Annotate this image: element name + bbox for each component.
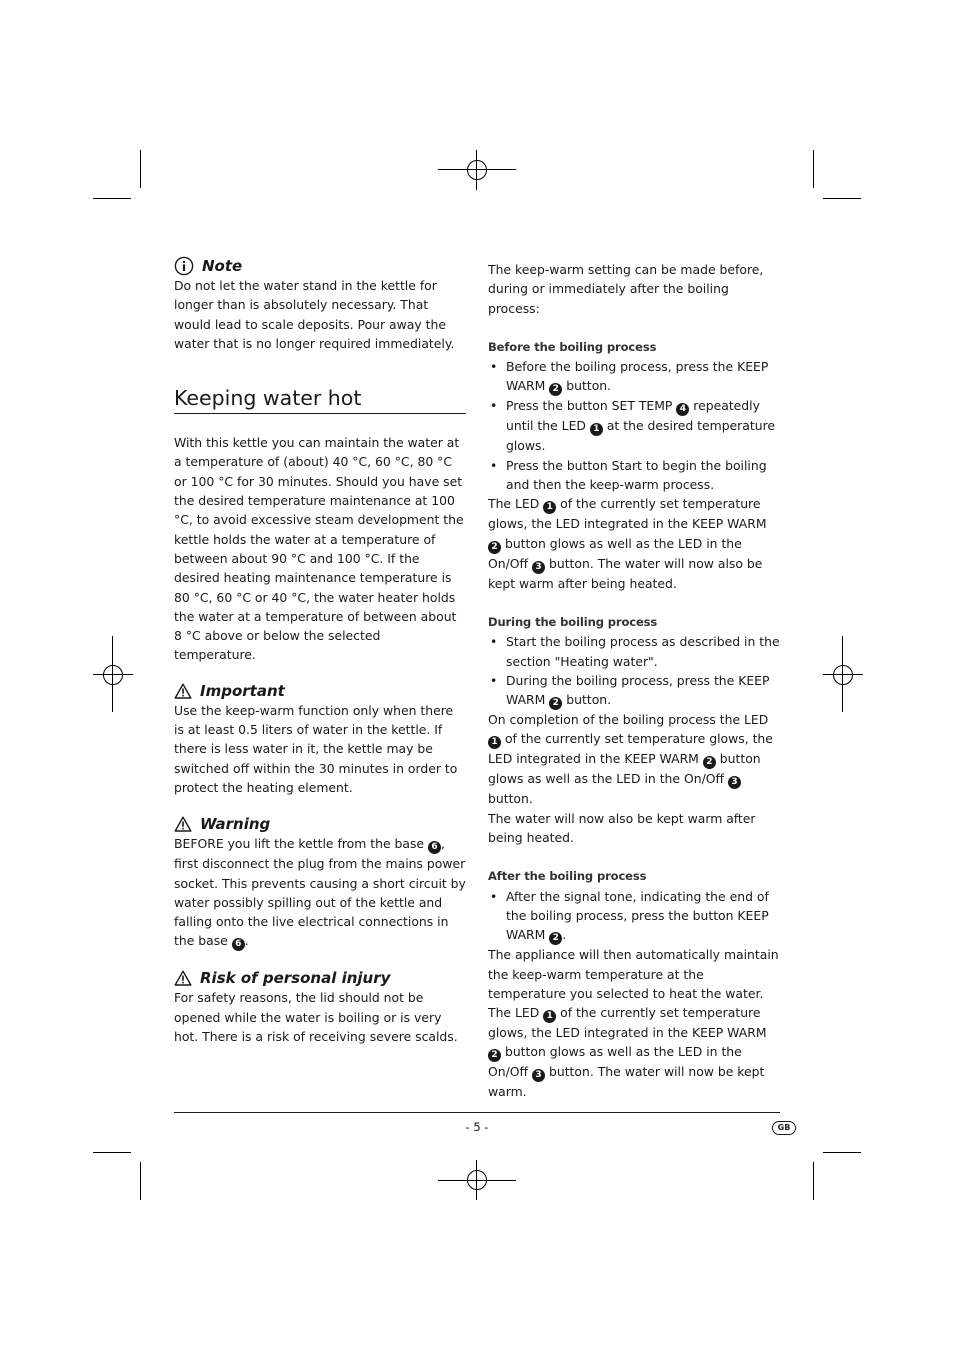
risk-body: For safety reasons, the lid should not be opened while the water is boiling or is very hot. There is a risk of receiving severe scalds. <box>174 990 458 1045</box>
section-intro: With this kettle you can maintain the water at a temperature of (about) 40 °C, 60 °C, 80 °C or 100 °C for 30 minutes. Should you have set the desired temperature maintenance at 100 °C, to avoid excessive steam development the kettle holds the water at a temperature of between about 90 °C and 100 °C. If the desired heating maintenance temperature is 80 °C, 60 °C or 40 °C, the water heater holds the water at a temperature of between about 8 °C above or below the selected temperature. <box>174 435 464 663</box>
during-boiling-result: On completion of the boiling process the LED 1 of the currently set temperature glows, the LED integrated in the KEEP WARM 2 button glows as well as the LED in the On/Off 3 button. <box>488 712 773 807</box>
ref-on-off-icon: 3 <box>532 1069 545 1082</box>
during-boiling-heading: During the boiling process <box>488 614 658 629</box>
before-boiling-list <box>488 357 780 494</box>
after-boiling-list <box>488 887 780 946</box>
risk-callout <box>174 968 466 1046</box>
list-item: • Before the boiling process, press the KEEP WARM 2 button. <box>488 357 780 396</box>
ref-keep-warm-icon: 2 <box>549 697 562 710</box>
ref-led-icon: 1 <box>543 1010 556 1023</box>
risk-heading: Risk of personal injury <box>200 969 391 988</box>
ref-keep-warm-icon: 2 <box>488 541 501 554</box>
ref-led-icon: 1 <box>488 736 501 749</box>
footer-rule <box>174 1112 780 1113</box>
ref-on-off-icon: 3 <box>532 561 545 574</box>
note-callout <box>174 256 466 353</box>
note-heading: Note <box>202 257 243 275</box>
note-body: Do not let the water stand in the kettle for longer than is absolutely necessary. That would lead to scale deposits. Pour away the water that is no longer required immediately. <box>174 278 455 351</box>
warning-heading: Warning <box>200 815 271 834</box>
warning-body: BEFORE you lift the kettle from the base 6 , first disconnect the plug from the mains power socket. This prevents causing a short circuit by water possibly spilling out of the kettle and falling onto the live electrical connections in the base 6 . <box>174 836 466 950</box>
before-boiling-block <box>488 338 780 593</box>
ref-on-off-icon: 3 <box>728 776 741 789</box>
list-item: • Press the button Start to begin the boiling and then the keep-warm process. <box>488 456 780 495</box>
warning-triangle-icon <box>174 970 192 986</box>
during-boiling-list <box>488 632 780 710</box>
ref-led-icon: 1 <box>543 501 556 514</box>
after-boiling-block <box>488 867 780 1101</box>
ref-keep-warm-icon: 2 <box>549 383 562 396</box>
warning-callout <box>174 814 466 951</box>
left-column <box>174 256 466 1046</box>
list-item: • Press the button SET TEMP 4 repeatedly until the LED 1 at the desired temperature glows. <box>488 396 780 455</box>
list-item: • During the boiling process, press the KEEP WARM 2 button. <box>488 671 780 710</box>
ref-base-icon: 6 <box>232 938 245 951</box>
ref-keep-warm-icon: 2 <box>549 932 562 945</box>
list-item: • Start the boiling process as described in the section "Heating water". <box>488 632 780 671</box>
important-heading: Important <box>200 681 285 700</box>
ref-keep-warm-icon: 2 <box>703 756 716 769</box>
ref-led-icon: 1 <box>590 423 603 436</box>
info-icon <box>174 256 194 276</box>
after-boiling-result: The appliance will then automatically maintain the keep-warm temperature at the temperature you selected to heat the water. The LED 1 of the currently set temperature glows, the LED integrated in the KEEP WARM 2 button glows as well as the LED in the On/Off 3 button. The water will now be kept warm. <box>488 947 779 1100</box>
page-number: - 5 - <box>465 1120 489 1134</box>
warning-triangle-icon <box>174 683 192 699</box>
ref-keep-warm-icon: 2 <box>488 1049 501 1062</box>
list-item: • After the signal tone, indicating the end of the boiling process, press the button KEEP WARM 2 . <box>488 887 780 946</box>
right-intro: The keep-warm setting can be made before, during or immediately after the boiling process: <box>488 262 764 316</box>
important-body: Use the keep-warm function only when there is at least 0.5 liters of water in the kettle. If there is less water in it, the kettle may be switched off within the 30 minutes in order to protect the heating element. <box>174 702 458 795</box>
important-callout <box>174 681 466 797</box>
before-boiling-heading: Before the boiling process <box>488 339 657 354</box>
during-boiling-block <box>488 613 780 847</box>
warning-triangle-icon <box>174 816 192 832</box>
before-boiling-result: The LED 1 of the currently set temperature glows, the LED integrated in the KEEP WARM 2 button glows as well as the LED in the On/Off 3 button. The water will now also be kept warm after being heated. <box>488 496 767 591</box>
during-boiling-note: The water will now also be kept warm after being heated. <box>488 810 756 846</box>
ref-set-temp-icon: 4 <box>676 403 689 416</box>
section-title: Keeping water hot <box>174 385 466 414</box>
right-column <box>488 260 780 1102</box>
ref-base-icon: 6 <box>428 841 441 854</box>
language-badge: GB <box>772 1121 796 1135</box>
after-boiling-heading: After the boiling process <box>488 869 647 884</box>
